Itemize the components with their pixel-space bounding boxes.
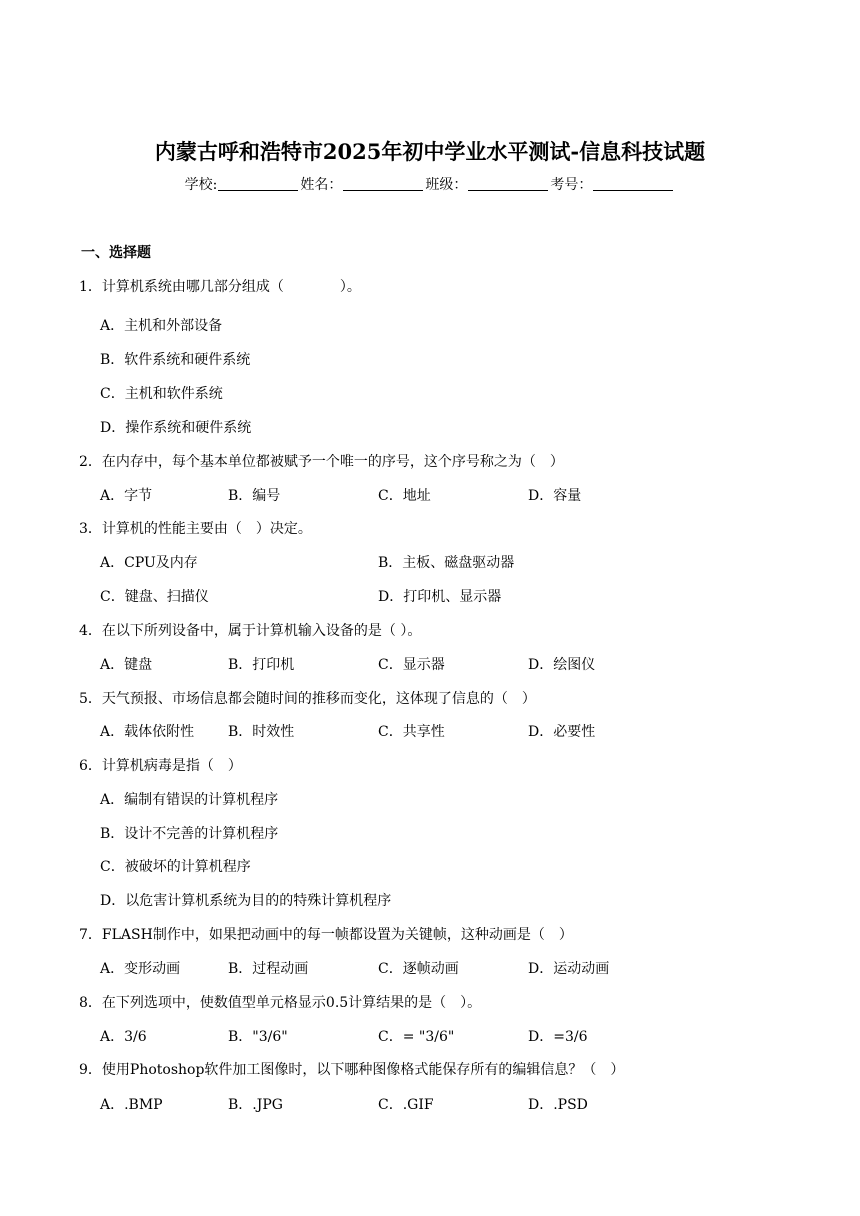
q3-option-d: D．打印机、显示器 [378,589,502,605]
q2-option-b: B．编号 [228,488,281,504]
q7-option-c: C．逐帧动画 [378,961,459,977]
q4-option-d: D．绘图仪 [528,657,596,673]
q7-option-d: D．运动动画 [528,961,610,977]
q8-option-a: A．3/6 [100,1029,147,1045]
q2-option-d: D．容量 [528,488,582,504]
q1-option-d: D．操作系统和硬件系统 [100,420,252,436]
question-5: 5．天气预报、市场信息都会随时间的推移而变化，这体现了信息的（ ） [79,691,536,707]
q1-option-c: C．主机和软件系统 [100,386,223,402]
q6-option-b: B．设计不完善的计算机程序 [100,826,279,842]
question-9: 9．使用Photoshop软件加工图像时，以下哪种图像格式能保存所有的编辑信息？（ ） [79,1062,625,1078]
q3-option-c: C．键盘、扫描仪 [100,589,209,605]
q5-option-a: A．载体依附性 [100,724,195,740]
question-4: 4．在以下所列设备中，属于计算机输入设备的是（ ）。 [79,623,422,639]
q4-option-c: C．显示器 [378,657,445,673]
question-1: 1．计算机系统由哪几部分组成（ ）。 [79,279,361,295]
q6-option-d: D．以危害计算机系统为目的的特殊计算机程序 [100,893,392,909]
class-blank [468,176,548,191]
q8-option-c: C．= "3/6" [378,1029,455,1045]
question-6: 6．计算机病毒是指（ ） [79,758,242,774]
q6-option-c: C．被破坏的计算机程序 [100,859,251,875]
q9-option-d: D．.PSD [528,1097,588,1113]
q3-option-b: B．主板、磁盘驱动器 [378,555,515,571]
q4-option-b: B．打印机 [228,657,295,673]
q1-option-b: B．软件系统和硬件系统 [100,352,251,368]
q8-option-b: B．"3/6" [228,1029,288,1045]
q5-option-d: D．必要性 [528,724,596,740]
name-blank [343,176,423,191]
q4-option-a: A．键盘 [100,657,153,673]
q9-option-b: B．.JPG [228,1097,283,1113]
number-blank [593,176,673,191]
q6-option-a: A．编制有错误的计算机程序 [100,792,279,808]
question-8: 8．在下列选项中，使数值型单元格显示0.5计算结果的是（ ）。 [79,995,482,1011]
q8-option-d: D．=3/6 [528,1029,588,1045]
page-title: 内蒙古呼和浩特市2025年初中学业水平测试-信息科技试题 [154,139,706,164]
q2-option-c: C．地址 [378,488,431,504]
number-label: 考号： [550,177,593,193]
q2-option-a: A．字节 [100,488,153,504]
question-3: 3．计算机的性能主要由（ ）决定。 [79,521,312,537]
name-label: 姓名： [300,177,343,193]
question-7: 7．FLASH制作中，如果把动画中的每一帧都设置为关键帧，这种动画是（ ） [79,927,573,943]
q9-option-c: C．.GIF [378,1097,434,1113]
q7-option-b: B．过程动画 [228,961,309,977]
q7-option-a: A．变形动画 [100,961,181,977]
school-blank [218,176,298,191]
section-heading: 一、选择题 [81,245,151,261]
question-2: 2．在内存中，每个基本单位都被赋予一个唯一的序号，这个序号称之为（ ） [79,454,564,470]
q3-option-a: A．CPU及内存 [100,555,198,571]
student-info-line [0,174,860,194]
school-label: 学校: [184,177,218,193]
q5-option-c: C．共享性 [378,724,445,740]
q1-option-a: A．主机和外部设备 [100,318,223,334]
q5-option-b: B．时效性 [228,724,295,740]
class-label: 班级： [425,177,468,193]
q9-option-a: A．.BMP [100,1097,163,1113]
